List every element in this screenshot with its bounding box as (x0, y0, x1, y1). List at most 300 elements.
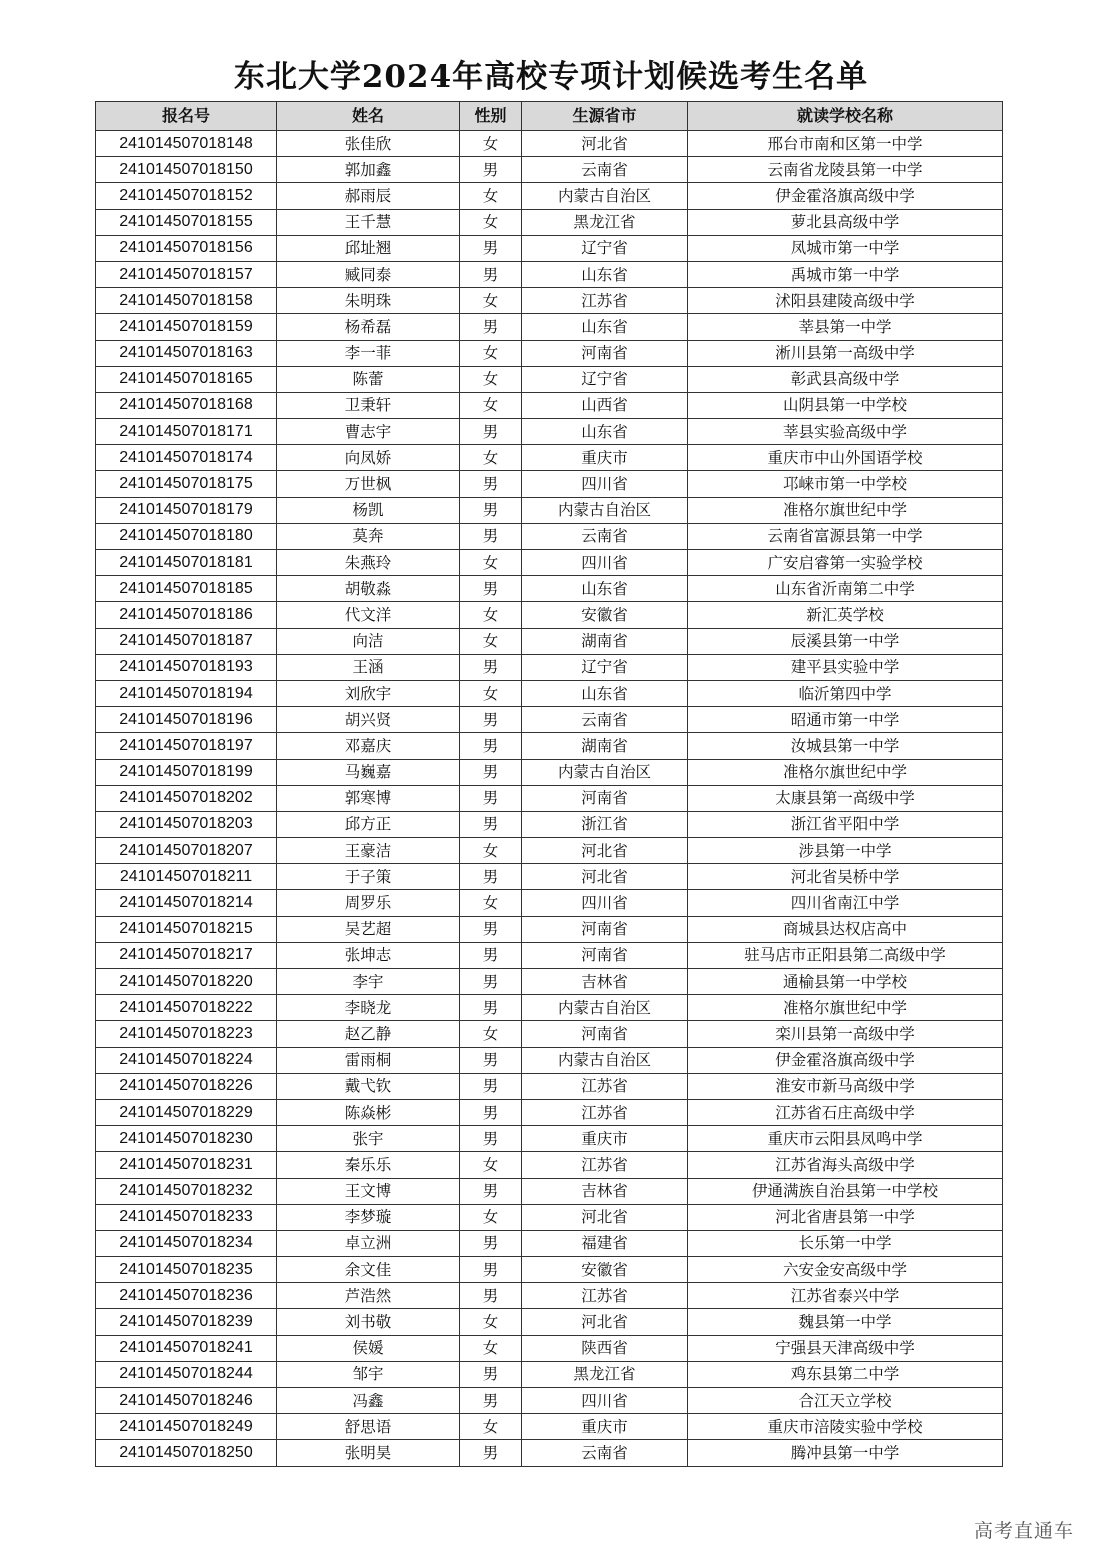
province-cell: 内蒙古自治区 (522, 1047, 688, 1073)
name-cell: 胡兴贤 (277, 707, 460, 733)
gender-cell: 男 (460, 314, 522, 340)
table-row (96, 1178, 1003, 1204)
header-school: 就读学校名称 (688, 102, 1003, 131)
name-cell: 臧同泰 (277, 261, 460, 287)
province-cell: 江苏省 (522, 1152, 688, 1178)
name-cell: 李梦璇 (277, 1204, 460, 1230)
registration-number-cell: 241014507018181 (96, 550, 277, 576)
registration-number-cell: 241014507018231 (96, 1152, 277, 1178)
province-cell: 安徽省 (522, 1257, 688, 1283)
name-cell: 邱方正 (277, 811, 460, 837)
table-row (96, 183, 1003, 209)
registration-number-cell: 241014507018175 (96, 471, 277, 497)
province-cell: 山东省 (522, 314, 688, 340)
name-cell: 赵乙静 (277, 1021, 460, 1047)
province-cell: 内蒙古自治区 (522, 995, 688, 1021)
province-cell: 江苏省 (522, 1099, 688, 1125)
registration-number-cell: 241014507018220 (96, 969, 277, 995)
name-cell: 李宇 (277, 969, 460, 995)
province-cell: 内蒙古自治区 (522, 497, 688, 523)
school-cell: 云南省龙陵县第一中学 (688, 157, 1003, 183)
table-row (96, 759, 1003, 785)
registration-number-cell: 241014507018163 (96, 340, 277, 366)
province-cell: 云南省 (522, 157, 688, 183)
school-cell: 山阴县第一中学校 (688, 392, 1003, 418)
table-row (96, 1021, 1003, 1047)
gender-cell: 女 (460, 1152, 522, 1178)
registration-number-cell: 241014507018193 (96, 654, 277, 680)
table-row (96, 1047, 1003, 1073)
registration-number-cell: 241014507018158 (96, 288, 277, 314)
province-cell: 安徽省 (522, 602, 688, 628)
table-row (96, 261, 1003, 287)
province-cell: 辽宁省 (522, 366, 688, 392)
province-cell: 江苏省 (522, 1283, 688, 1309)
school-cell: 太康县第一高级中学 (688, 785, 1003, 811)
name-cell: 李晓龙 (277, 995, 460, 1021)
table-row (96, 157, 1003, 183)
gender-cell: 女 (460, 1414, 522, 1440)
registration-number-cell: 241014507018230 (96, 1126, 277, 1152)
province-cell: 河南省 (522, 785, 688, 811)
name-cell: 曹志宇 (277, 419, 460, 445)
school-cell: 云南省富源县第一中学 (688, 523, 1003, 549)
school-cell: 昭通市第一中学 (688, 707, 1003, 733)
gender-cell: 女 (460, 340, 522, 366)
gender-cell: 男 (460, 261, 522, 287)
table-row (96, 1257, 1003, 1283)
table-row (96, 314, 1003, 340)
registration-number-cell: 241014507018207 (96, 838, 277, 864)
registration-number-cell: 241014507018211 (96, 864, 277, 890)
name-cell: 王涵 (277, 654, 460, 680)
table-row (96, 366, 1003, 392)
province-cell: 河北省 (522, 864, 688, 890)
watermark-text: 高考直通车 (973, 1520, 1074, 1542)
registration-number-cell: 241014507018168 (96, 392, 277, 418)
table-row (96, 445, 1003, 471)
province-cell: 吉林省 (522, 969, 688, 995)
name-cell: 张明昊 (277, 1440, 460, 1466)
name-cell: 李一菲 (277, 340, 460, 366)
school-cell: 合江天立学校 (688, 1388, 1003, 1414)
school-cell: 准格尔旗世纪中学 (688, 995, 1003, 1021)
registration-number-cell: 241014507018250 (96, 1440, 277, 1466)
registration-number-cell: 241014507018241 (96, 1335, 277, 1361)
school-cell: 商城县达权店高中 (688, 916, 1003, 942)
name-cell: 王文博 (277, 1178, 460, 1204)
school-cell: 通榆县第一中学校 (688, 969, 1003, 995)
name-cell: 侯媛 (277, 1335, 460, 1361)
name-cell: 刘书敬 (277, 1309, 460, 1335)
gender-cell: 女 (460, 366, 522, 392)
table-row (96, 707, 1003, 733)
name-cell: 邹宇 (277, 1361, 460, 1387)
name-cell: 冯鑫 (277, 1388, 460, 1414)
province-cell: 河北省 (522, 131, 688, 157)
name-cell: 芦浩然 (277, 1283, 460, 1309)
province-cell: 云南省 (522, 523, 688, 549)
table-row (96, 654, 1003, 680)
header-registration-number: 报名号 (96, 102, 277, 131)
registration-number-cell: 241014507018236 (96, 1283, 277, 1309)
school-cell: 宁强县天津高级中学 (688, 1335, 1003, 1361)
gender-cell: 男 (460, 235, 522, 261)
name-cell: 胡敬淼 (277, 576, 460, 602)
province-cell: 福建省 (522, 1230, 688, 1256)
name-cell: 王豪洁 (277, 838, 460, 864)
name-cell: 马巍嘉 (277, 759, 460, 785)
province-cell: 河南省 (522, 340, 688, 366)
name-cell: 杨希磊 (277, 314, 460, 340)
name-cell: 吴艺超 (277, 916, 460, 942)
gender-cell: 男 (460, 759, 522, 785)
table-row (96, 942, 1003, 968)
province-cell: 河北省 (522, 838, 688, 864)
school-cell: 浙江省平阳中学 (688, 811, 1003, 837)
gender-cell: 男 (460, 1126, 522, 1152)
gender-cell: 男 (460, 707, 522, 733)
province-cell: 湖南省 (522, 733, 688, 759)
gender-cell: 女 (460, 131, 522, 157)
province-cell: 河南省 (522, 942, 688, 968)
gender-cell: 女 (460, 1021, 522, 1047)
gender-cell: 男 (460, 785, 522, 811)
gender-cell: 女 (460, 838, 522, 864)
registration-number-cell: 241014507018185 (96, 576, 277, 602)
school-cell: 凤城市第一中学 (688, 235, 1003, 261)
registration-number-cell: 241014507018223 (96, 1021, 277, 1047)
table-row (96, 1388, 1003, 1414)
gender-cell: 男 (460, 497, 522, 523)
registration-number-cell: 241014507018215 (96, 916, 277, 942)
registration-number-cell: 241014507018150 (96, 157, 277, 183)
province-cell: 黑龙江省 (522, 209, 688, 235)
gender-cell: 女 (460, 392, 522, 418)
table-row (96, 785, 1003, 811)
gender-cell: 男 (460, 1073, 522, 1099)
gender-cell: 女 (460, 183, 522, 209)
school-cell: 汝城县第一中学 (688, 733, 1003, 759)
gender-cell: 男 (460, 811, 522, 837)
name-cell: 郭加鑫 (277, 157, 460, 183)
header-name: 姓名 (277, 102, 460, 131)
province-cell: 重庆市 (522, 1414, 688, 1440)
table-row (96, 890, 1003, 916)
registration-number-cell: 241014507018233 (96, 1204, 277, 1230)
gender-cell: 男 (460, 419, 522, 445)
school-cell: 伊金霍洛旗高级中学 (688, 183, 1003, 209)
school-cell: 邢台市南和区第一中学 (688, 131, 1003, 157)
name-cell: 邓嘉庆 (277, 733, 460, 759)
table-row (96, 550, 1003, 576)
name-cell: 朱明珠 (277, 288, 460, 314)
gender-cell: 男 (460, 1230, 522, 1256)
registration-number-cell: 241014507018165 (96, 366, 277, 392)
province-cell: 山东省 (522, 680, 688, 706)
table-row (96, 209, 1003, 235)
province-cell: 辽宁省 (522, 654, 688, 680)
registration-number-cell: 241014507018159 (96, 314, 277, 340)
header-province: 生源省市 (522, 102, 688, 131)
table-row (96, 523, 1003, 549)
table-row (96, 1440, 1003, 1466)
school-cell: 莘县第一中学 (688, 314, 1003, 340)
name-cell: 向凤娇 (277, 445, 460, 471)
school-cell: 长乐第一中学 (688, 1230, 1003, 1256)
province-cell: 云南省 (522, 1440, 688, 1466)
registration-number-cell: 241014507018186 (96, 602, 277, 628)
province-cell: 内蒙古自治区 (522, 759, 688, 785)
gender-cell: 女 (460, 1309, 522, 1335)
province-cell: 山东省 (522, 261, 688, 287)
registration-number-cell: 241014507018152 (96, 183, 277, 209)
registration-number-cell: 241014507018203 (96, 811, 277, 837)
school-cell: 栾川县第一高级中学 (688, 1021, 1003, 1047)
registration-number-cell: 241014507018194 (96, 680, 277, 706)
registration-number-cell: 241014507018224 (96, 1047, 277, 1073)
candidate-table (95, 101, 1003, 1467)
name-cell: 郝雨辰 (277, 183, 460, 209)
table-row (96, 471, 1003, 497)
table-row (96, 864, 1003, 890)
table-row (96, 1230, 1003, 1256)
registration-number-cell: 241014507018229 (96, 1099, 277, 1125)
gender-cell: 男 (460, 157, 522, 183)
province-cell: 四川省 (522, 471, 688, 497)
table-row (96, 916, 1003, 942)
name-cell: 秦乐乐 (277, 1152, 460, 1178)
name-cell: 向洁 (277, 628, 460, 654)
gender-cell: 男 (460, 1257, 522, 1283)
table-row (96, 1283, 1003, 1309)
gender-cell: 男 (460, 1047, 522, 1073)
registration-number-cell: 241014507018222 (96, 995, 277, 1021)
name-cell: 张坤志 (277, 942, 460, 968)
header-gender: 性别 (460, 102, 522, 131)
gender-cell: 女 (460, 890, 522, 916)
table-header-row (96, 102, 1003, 131)
gender-cell: 女 (460, 550, 522, 576)
table-row (96, 1335, 1003, 1361)
name-cell: 舒思语 (277, 1414, 460, 1440)
registration-number-cell: 241014507018187 (96, 628, 277, 654)
registration-number-cell: 241014507018197 (96, 733, 277, 759)
name-cell: 郭寒博 (277, 785, 460, 811)
school-cell: 六安金安高级中学 (688, 1257, 1003, 1283)
school-cell: 四川省南江中学 (688, 890, 1003, 916)
province-cell: 山西省 (522, 392, 688, 418)
school-cell: 辰溪县第一中学 (688, 628, 1003, 654)
table-row (96, 838, 1003, 864)
gender-cell: 男 (460, 576, 522, 602)
gender-cell: 女 (460, 1335, 522, 1361)
province-cell: 湖南省 (522, 628, 688, 654)
registration-number-cell: 241014507018239 (96, 1309, 277, 1335)
gender-cell: 男 (460, 471, 522, 497)
table-row (96, 1204, 1003, 1230)
name-cell: 卫秉轩 (277, 392, 460, 418)
name-cell: 周罗乐 (277, 890, 460, 916)
school-cell: 禹城市第一中学 (688, 261, 1003, 287)
province-cell: 内蒙古自治区 (522, 183, 688, 209)
province-cell: 吉林省 (522, 1178, 688, 1204)
name-cell: 邱址翘 (277, 235, 460, 261)
school-cell: 重庆市云阳县凤鸣中学 (688, 1126, 1003, 1152)
name-cell: 张佳欣 (277, 131, 460, 157)
name-cell: 陈焱彬 (277, 1099, 460, 1125)
registration-number-cell: 241014507018249 (96, 1414, 277, 1440)
school-cell: 临沂第四中学 (688, 680, 1003, 706)
registration-number-cell: 241014507018234 (96, 1230, 277, 1256)
province-cell: 河北省 (522, 1309, 688, 1335)
registration-number-cell: 241014507018155 (96, 209, 277, 235)
table-row (96, 1099, 1003, 1125)
registration-number-cell: 241014507018217 (96, 942, 277, 968)
table-row (96, 1152, 1003, 1178)
registration-number-cell: 241014507018244 (96, 1361, 277, 1387)
province-cell: 四川省 (522, 890, 688, 916)
gender-cell: 男 (460, 1099, 522, 1125)
school-cell: 江苏省石庄高级中学 (688, 1099, 1003, 1125)
province-cell: 山东省 (522, 576, 688, 602)
school-cell: 伊金霍洛旗高级中学 (688, 1047, 1003, 1073)
gender-cell: 女 (460, 209, 522, 235)
gender-cell: 女 (460, 680, 522, 706)
school-cell: 邛崃市第一中学校 (688, 471, 1003, 497)
table-row (96, 969, 1003, 995)
table-row (96, 235, 1003, 261)
school-cell: 山东省沂南第二中学 (688, 576, 1003, 602)
name-cell: 代文洋 (277, 602, 460, 628)
registration-number-cell: 241014507018171 (96, 419, 277, 445)
table-row (96, 733, 1003, 759)
gender-cell: 男 (460, 654, 522, 680)
province-cell: 河南省 (522, 1021, 688, 1047)
gender-cell: 男 (460, 995, 522, 1021)
province-cell: 河北省 (522, 1204, 688, 1230)
name-cell: 王千慧 (277, 209, 460, 235)
registration-number-cell: 241014507018179 (96, 497, 277, 523)
name-cell: 莫奔 (277, 523, 460, 549)
school-cell: 河北省唐县第一中学 (688, 1204, 1003, 1230)
school-cell: 莘县实验高级中学 (688, 419, 1003, 445)
name-cell: 万世枫 (277, 471, 460, 497)
registration-number-cell: 241014507018232 (96, 1178, 277, 1204)
registration-number-cell: 241014507018235 (96, 1257, 277, 1283)
school-cell: 萝北县高级中学 (688, 209, 1003, 235)
table-row (96, 576, 1003, 602)
table-body (96, 131, 1003, 1467)
school-cell: 建平县实验中学 (688, 654, 1003, 680)
gender-cell: 女 (460, 288, 522, 314)
registration-number-cell: 241014507018156 (96, 235, 277, 261)
registration-number-cell: 241014507018180 (96, 523, 277, 549)
school-cell: 准格尔旗世纪中学 (688, 759, 1003, 785)
name-cell: 雷雨桐 (277, 1047, 460, 1073)
gender-cell: 女 (460, 1204, 522, 1230)
school-cell: 广安启睿第一实验学校 (688, 550, 1003, 576)
table-row (96, 995, 1003, 1021)
registration-number-cell: 241014507018174 (96, 445, 277, 471)
gender-cell: 男 (460, 1440, 522, 1466)
name-cell: 张宇 (277, 1126, 460, 1152)
province-cell: 黑龙江省 (522, 1361, 688, 1387)
gender-cell: 男 (460, 1178, 522, 1204)
table-row (96, 1073, 1003, 1099)
name-cell: 于子策 (277, 864, 460, 890)
table-row (96, 628, 1003, 654)
gender-cell: 男 (460, 1283, 522, 1309)
province-cell: 陕西省 (522, 1335, 688, 1361)
table-row (96, 1361, 1003, 1387)
school-cell: 腾冲县第一中学 (688, 1440, 1003, 1466)
school-cell: 新汇英学校 (688, 602, 1003, 628)
registration-number-cell: 241014507018214 (96, 890, 277, 916)
school-cell: 伊通满族自治县第一中学校 (688, 1178, 1003, 1204)
registration-number-cell: 241014507018157 (96, 261, 277, 287)
school-cell: 魏县第一中学 (688, 1309, 1003, 1335)
registration-number-cell: 241014507018226 (96, 1073, 277, 1099)
table-row (96, 1309, 1003, 1335)
name-cell: 杨凯 (277, 497, 460, 523)
province-cell: 四川省 (522, 550, 688, 576)
province-cell: 江苏省 (522, 288, 688, 314)
school-cell: 重庆市中山外国语学校 (688, 445, 1003, 471)
table-row (96, 288, 1003, 314)
name-cell: 刘欣宇 (277, 680, 460, 706)
gender-cell: 男 (460, 942, 522, 968)
gender-cell: 女 (460, 628, 522, 654)
table-row (96, 1414, 1003, 1440)
gender-cell: 男 (460, 1388, 522, 1414)
name-cell: 朱燕玲 (277, 550, 460, 576)
name-cell: 卓立洲 (277, 1230, 460, 1256)
table-row (96, 602, 1003, 628)
registration-number-cell: 241014507018196 (96, 707, 277, 733)
gender-cell: 女 (460, 602, 522, 628)
school-cell: 重庆市涪陵实验中学校 (688, 1414, 1003, 1440)
registration-number-cell: 241014507018202 (96, 785, 277, 811)
registration-number-cell: 241014507018148 (96, 131, 277, 157)
school-cell: 沭阳县建陵高级中学 (688, 288, 1003, 314)
table-row (96, 1126, 1003, 1152)
document-title: 东北大学2024年高校专项计划候选考生名单 (233, 59, 869, 95)
gender-cell: 男 (460, 864, 522, 890)
province-cell: 浙江省 (522, 811, 688, 837)
name-cell: 戴弋钦 (277, 1073, 460, 1099)
school-cell: 鸡东县第二中学 (688, 1361, 1003, 1387)
table-row (96, 340, 1003, 366)
school-cell: 江苏省泰兴中学 (688, 1283, 1003, 1309)
name-cell: 余文佳 (277, 1257, 460, 1283)
school-cell: 彰武县高级中学 (688, 366, 1003, 392)
registration-number-cell: 241014507018199 (96, 759, 277, 785)
province-cell: 山东省 (522, 419, 688, 445)
school-cell: 淮安市新马高级中学 (688, 1073, 1003, 1099)
province-cell: 江苏省 (522, 1073, 688, 1099)
school-cell: 淅川县第一高级中学 (688, 340, 1003, 366)
school-cell: 准格尔旗世纪中学 (688, 497, 1003, 523)
province-cell: 重庆市 (522, 445, 688, 471)
province-cell: 云南省 (522, 707, 688, 733)
name-cell: 陈蕾 (277, 366, 460, 392)
province-cell: 四川省 (522, 1388, 688, 1414)
gender-cell: 男 (460, 733, 522, 759)
province-cell: 河南省 (522, 916, 688, 942)
gender-cell: 男 (460, 916, 522, 942)
province-cell: 重庆市 (522, 1126, 688, 1152)
